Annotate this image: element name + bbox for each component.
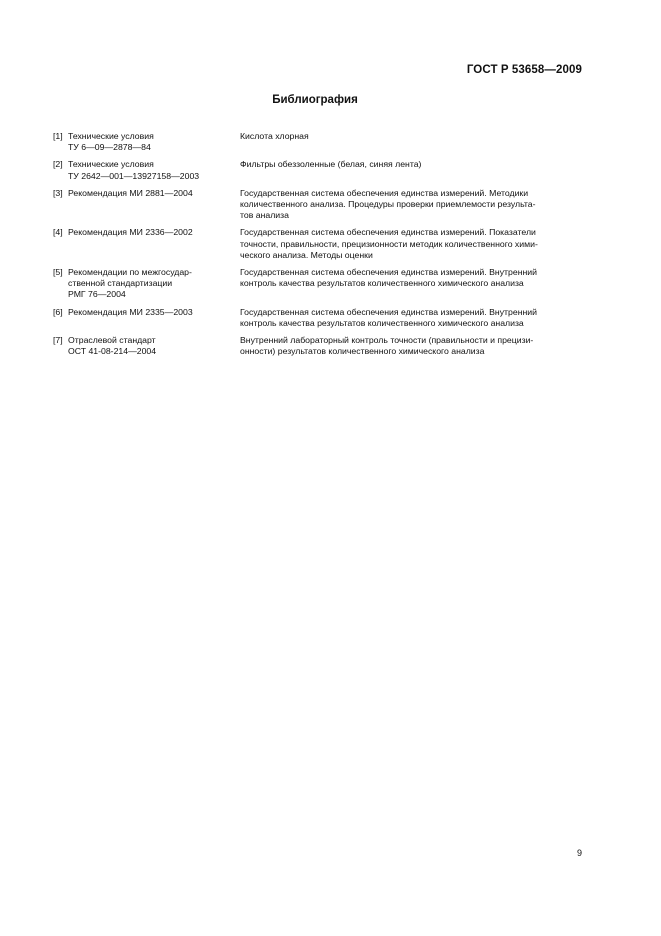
entry-number: [6] bbox=[53, 306, 63, 317]
bibliography-entry bbox=[53, 159, 583, 181]
entry-number: [3] bbox=[53, 187, 63, 198]
bibliography-entry bbox=[53, 188, 583, 222]
entry-reference: Технические условия ТУ 6—09—2878—84 bbox=[68, 131, 154, 153]
document-code: ГОСТ Р 53658—2009 bbox=[466, 64, 582, 76]
bibliography-entry bbox=[53, 131, 583, 153]
entry-reference: Отраслевой стандарт ОСТ 41-08-214—2004 bbox=[68, 335, 157, 357]
entry-reference: Рекомендация МИ 2335—2003 bbox=[68, 306, 193, 317]
entry-number: [2] bbox=[53, 159, 63, 170]
page-number: 9 bbox=[576, 848, 582, 858]
entry-description: Фильтры обеззоленные (белая, синяя лента) bbox=[240, 159, 422, 170]
bibliography-list bbox=[53, 131, 583, 357]
entry-number: [7] bbox=[53, 335, 63, 346]
entry-description: Государственная система обеспечения единства измерений. Методики количественного анализа. Процедуры проверки приемлемости результа- тов анализа bbox=[240, 187, 536, 221]
entry-description: Кислота хлорная bbox=[240, 131, 309, 141]
entry-reference: Рекомендация МИ 2881—2004 bbox=[68, 187, 193, 198]
entry-number: [4] bbox=[53, 227, 63, 238]
section-title: Библиография bbox=[272, 94, 358, 106]
entry-reference: Рекомендации по межгосудар- ственной стандартизации РМГ 76—2004 bbox=[68, 267, 192, 300]
entry-description: Государственная система обеспечения единства измерений. Показатели точности, правильности, прецизионности методик количественного хими- ческого анализа. Методы оценки bbox=[240, 227, 538, 260]
bibliography-entry bbox=[53, 267, 583, 301]
entry-description: Государственная система обеспечения единства измерений. Внутренний контроль качества результатов количественного химического анализа bbox=[240, 306, 537, 328]
entry-reference: Рекомендация МИ 2336—2002 bbox=[68, 227, 193, 238]
entry-description: Государственная система обеспечения единства измерений. Внутренний контроль качества результатов количественного химического анализа bbox=[240, 267, 537, 289]
bibliography-entry bbox=[53, 335, 583, 357]
entry-description: Внутренний лабораторный контроль точности (правильности и прецизи- онности) результатов количественного химического анализа bbox=[240, 335, 534, 357]
entry-number: [5] bbox=[53, 267, 63, 278]
bibliography-entry bbox=[53, 307, 583, 329]
entry-reference: Технические условия ТУ 2642—001—13927158—2003 bbox=[68, 159, 200, 181]
bibliography-entry bbox=[53, 227, 583, 261]
entry-number: [1] bbox=[53, 131, 63, 141]
